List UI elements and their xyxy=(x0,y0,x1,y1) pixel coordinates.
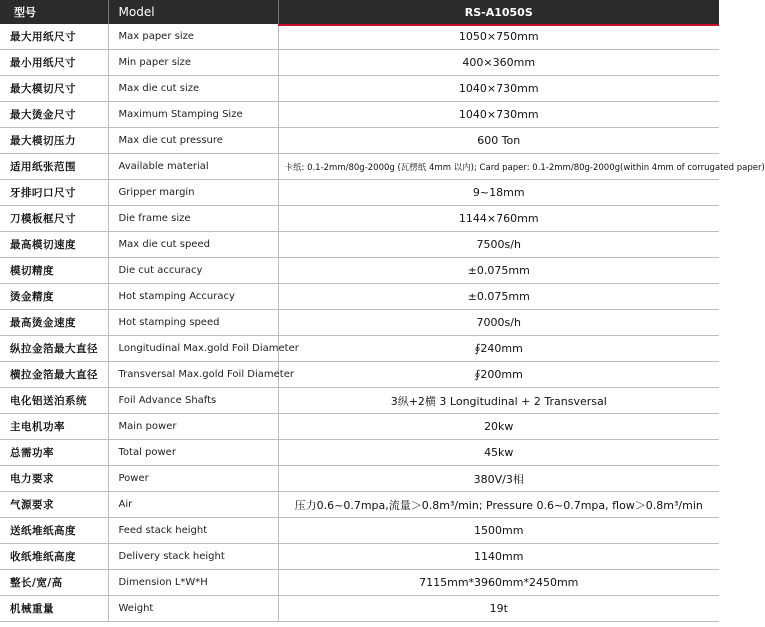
table-row xyxy=(0,544,719,570)
row-label-cn: 最大烫金尺寸 xyxy=(0,102,108,128)
row-label-en: Gripper margin xyxy=(108,180,278,206)
row-label-cn: 烫金精度 xyxy=(0,284,108,310)
row-label-en: Die frame size xyxy=(108,206,278,232)
row-value: ±0.075mm xyxy=(278,258,719,284)
table-row xyxy=(0,206,719,232)
row-label-en: Feed stack height xyxy=(108,518,278,544)
table-row xyxy=(0,388,719,414)
table-row xyxy=(0,76,719,102)
row-label-cn: 最大用纸尺寸 xyxy=(0,24,108,50)
row-label-en: Max die cut speed xyxy=(108,232,278,258)
table-row xyxy=(0,284,719,310)
spec-body xyxy=(0,24,765,622)
row-value: 压力0.6~0.7mpa,流量＞0.8m³/min; Pressure 0.6~0.7mpa, flow＞0.8m³/min xyxy=(278,492,719,518)
table-row xyxy=(0,180,719,206)
table-row xyxy=(0,414,719,440)
table-row xyxy=(0,518,719,544)
row-label-cn: 电力要求 xyxy=(0,466,108,492)
row-label-cn: 送纸堆纸高度 xyxy=(0,518,108,544)
row-label-cn: 收纸堆纸高度 xyxy=(0,544,108,570)
header-cn: 型号 xyxy=(0,0,108,24)
table-row xyxy=(0,50,719,76)
row-value: 卡纸: 0.1-2mm/80g-2000g (瓦楞纸 4mm 以内); Card paper: 0.1-2mm/80g-2000g(within 4mm of corrugated paper) xyxy=(278,154,719,180)
row-label-cn: 刀模板框尺寸 xyxy=(0,206,108,232)
row-label-en: Max die cut pressure xyxy=(108,128,278,154)
row-value: 7000s/h xyxy=(278,310,719,336)
row-value: 1040×730mm xyxy=(278,102,719,128)
row-value: 1144×760mm xyxy=(278,206,719,232)
header-model: Model xyxy=(108,0,278,24)
row-label-cn: 电化铝送泊系统 xyxy=(0,388,108,414)
table-row xyxy=(0,102,719,128)
row-label-en: Min paper size xyxy=(108,50,278,76)
table-row xyxy=(0,154,719,180)
row-value: ∮200mm xyxy=(278,362,719,388)
row-label-cn: 模切精度 xyxy=(0,258,108,284)
row-value: 600 Ton xyxy=(278,128,719,154)
row-label-en: Foil Advance Shafts xyxy=(108,388,278,414)
row-label-en: Hot stamping Accuracy xyxy=(108,284,278,310)
table-row xyxy=(0,336,719,362)
header-model-number: RS-A1050S xyxy=(278,0,719,24)
row-value: 1500mm xyxy=(278,518,719,544)
row-value: 7115mm*3960mm*2450mm xyxy=(278,570,719,596)
row-value: 380V/3相 xyxy=(278,466,719,492)
table-row xyxy=(0,232,719,258)
row-label-cn: 整长/宽/高 xyxy=(0,570,108,596)
row-value: 1140mm xyxy=(278,544,719,570)
row-value: ±0.075mm xyxy=(278,284,719,310)
table-row xyxy=(0,570,719,596)
row-label-cn: 牙排叼口尺寸 xyxy=(0,180,108,206)
row-label-en: Longitudinal Max.gold Foil Diameter xyxy=(108,336,278,362)
row-label-cn: 总需功率 xyxy=(0,440,108,466)
row-label-en: Weight xyxy=(108,596,278,622)
row-value: ∮240mm xyxy=(278,336,719,362)
row-label-cn: 最小用纸尺寸 xyxy=(0,50,108,76)
row-value: 20kw xyxy=(278,414,719,440)
row-label-en: Total power xyxy=(108,440,278,466)
row-value: 7500s/h xyxy=(278,232,719,258)
row-label-cn: 适用纸张范围 xyxy=(0,154,108,180)
row-label-cn: 气源要求 xyxy=(0,492,108,518)
table-row xyxy=(0,362,719,388)
row-value: 3纵+2横 3 Longitudinal + 2 Transversal xyxy=(278,388,719,414)
row-value: 19t xyxy=(278,596,719,622)
row-value: 1040×730mm xyxy=(278,76,719,102)
row-label-en: Transversal Max.gold Foil Diameter xyxy=(108,362,278,388)
row-label-cn: 横拉金箔最大直径 xyxy=(0,362,108,388)
row-label-en: Delivery stack height xyxy=(108,544,278,570)
table-row xyxy=(0,596,719,622)
row-value: 45kw xyxy=(278,440,719,466)
table-row xyxy=(0,310,719,336)
table-row xyxy=(0,128,719,154)
header-row xyxy=(0,0,719,24)
table-row xyxy=(0,492,719,518)
table-row xyxy=(0,466,719,492)
row-label-en: Max paper size xyxy=(108,24,278,50)
row-label-cn: 主电机功率 xyxy=(0,414,108,440)
row-label-cn: 最大模切压力 xyxy=(0,128,108,154)
table-row xyxy=(0,440,719,466)
row-value: 1050×750mm xyxy=(278,24,719,50)
row-label-en: Dimension L*W*H xyxy=(108,570,278,596)
table-row xyxy=(0,24,719,50)
row-label-cn: 纵拉金箔最大直径 xyxy=(0,336,108,362)
row-label-en: Power xyxy=(108,466,278,492)
row-label-en: Air xyxy=(108,492,278,518)
row-value: 9~18mm xyxy=(278,180,719,206)
row-label-en: Die cut accuracy xyxy=(108,258,278,284)
row-label-cn: 机械重量 xyxy=(0,596,108,622)
row-value: 400×360mm xyxy=(278,50,719,76)
row-label-en: Main power xyxy=(108,414,278,440)
row-label-en: Hot stamping speed xyxy=(108,310,278,336)
row-label-en: Max die cut size xyxy=(108,76,278,102)
row-label-cn: 最大模切尺寸 xyxy=(0,76,108,102)
row-label-cn: 最高模切速度 xyxy=(0,232,108,258)
header-accent-line xyxy=(278,24,719,26)
row-label-en: Available material xyxy=(108,154,278,180)
table-row xyxy=(0,258,719,284)
row-label-en: Maximum Stamping Size xyxy=(108,102,278,128)
row-label-cn: 最高烫金速度 xyxy=(0,310,108,336)
